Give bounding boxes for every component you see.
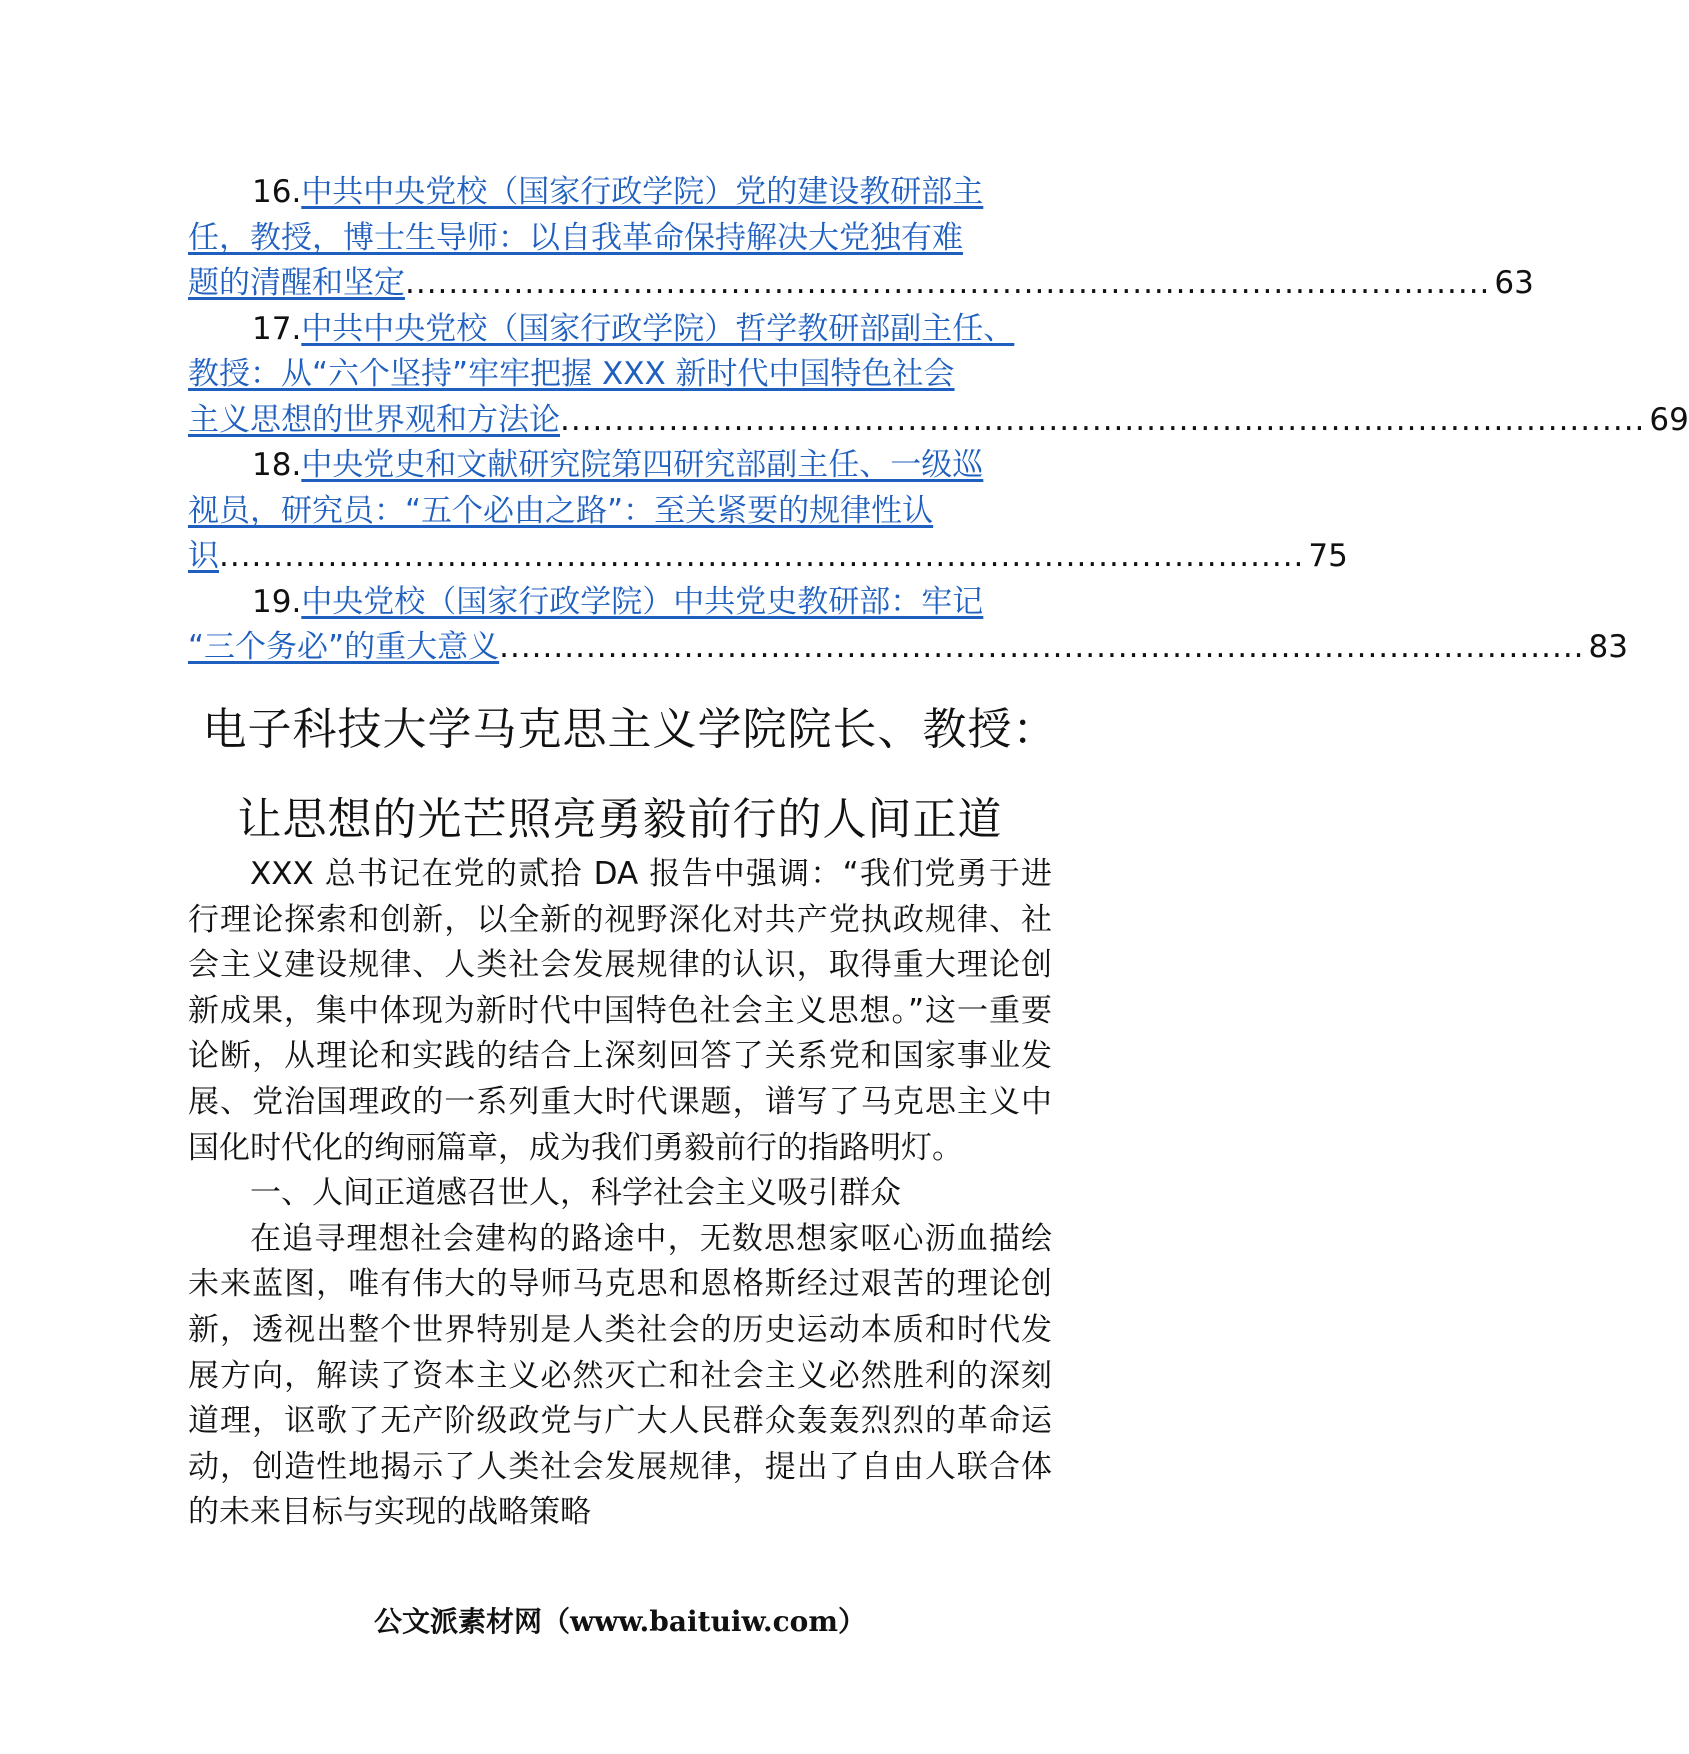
toc-number: 18. bbox=[252, 447, 302, 483]
toc-link[interactable]: 主义思想的世界观和方法论 bbox=[188, 401, 560, 438]
toc-page-number: 63 bbox=[1494, 265, 1534, 301]
toc-link[interactable]: 题的清醒和坚定 bbox=[188, 265, 405, 301]
body-paragraph: 在追寻理想社会建构的路途中，无数思想家呕心沥血描绘未来蓝图，唯有伟大的导师马克思和恩格斯经过艰苦的理论创新，透视出整个世界特别是人类社会的历史运动本质和时代发展方向，解读了资本主义必然灭亡和社会主义必然胜利的深刻道理，讴歌了无产阶级政党与广大人民群众轰轰烈烈的革命运动，创造性地揭示了人类社会发展规律，提出了自由人联合体的未来目标与实现的战略策略 bbox=[188, 1220, 1052, 1531]
toc-entry-17[interactable] bbox=[188, 307, 1689, 444]
toc-link[interactable]: 中央党史和文献研究院第四研究部副主任、一级巡 bbox=[301, 447, 984, 483]
table-of-contents bbox=[188, 170, 1689, 671]
toc-number: 17. bbox=[252, 310, 302, 347]
section-heading: 一、人间正道感召世人，科学社会主义吸引群众 bbox=[250, 1175, 901, 1212]
toc-link[interactable]: 任，教授，博士生导师：以自我革命保持解决大党独有难 bbox=[188, 219, 963, 256]
toc-number: 19. bbox=[252, 583, 302, 620]
toc-page-number: 83 bbox=[1588, 629, 1628, 665]
toc-link[interactable]: 中央党校（国家行政学院）中共党史教研部：牢记 bbox=[301, 583, 984, 620]
toc-link[interactable]: “三个务必”的重大意义 bbox=[188, 629, 500, 665]
toc-leader-dots: .................................................................................................... bbox=[405, 265, 1491, 301]
toc-entry-18[interactable] bbox=[188, 443, 1348, 580]
toc-link[interactable]: 中共中央党校（国家行政学院）党的建设教研部主 bbox=[301, 174, 984, 210]
page-footer: 公文派素材网（www.baituiw.com） bbox=[374, 1605, 866, 1638]
toc-page-number: 75 bbox=[1308, 538, 1348, 574]
body-paragraph: XXX 总书记在党的贰拾 DA 报告中强调：“我们党勇于进行理论探索和创新，以全新的视野深化对共产党执政规律、社会主义建设规律、人类社会发展规律的认识，取得重大理论创新成果，集中体现为新时代中国特色社会主义思想。”这一重要论断，从理论和实践的结合上深刻回答了关系党和国家事业发展、党治国理政的一系列重大时代课题，谱写了马克思主义中国化时代化的绚丽篇章，成为我们勇毅前行的指路明灯。 bbox=[188, 856, 1052, 1166]
toc-link[interactable]: 视员，研究员：“五个必由之路”：至关紧要的规律性认 bbox=[188, 492, 934, 529]
toc-page-number: 69 bbox=[1649, 401, 1689, 438]
toc-entry-19[interactable] bbox=[188, 580, 1628, 671]
toc-link[interactable]: 教授：从“六个坚持”牢牢把握 XXX 新时代中国特色社会 bbox=[188, 356, 955, 392]
article-title-line1: 电子科技大学马克思主义学院院长、教授： bbox=[202, 704, 1058, 755]
article-body bbox=[188, 852, 1052, 1536]
toc-link[interactable]: 识 bbox=[188, 538, 219, 574]
toc-entry-16[interactable] bbox=[188, 170, 1534, 307]
toc-number: 16. bbox=[252, 174, 302, 210]
toc-leader-dots: .................................................................................................... bbox=[499, 629, 1585, 665]
article-title-line2: 让思想的光芒照亮勇毅前行的人间正道 bbox=[237, 794, 1003, 845]
toc-leader-dots: .................................................................................................... bbox=[560, 401, 1646, 438]
toc-leader-dots: .................................................................................................... bbox=[219, 538, 1305, 574]
toc-link[interactable]: 中共中央党校（国家行政学院）哲学教研部副主任、 bbox=[301, 310, 1015, 347]
